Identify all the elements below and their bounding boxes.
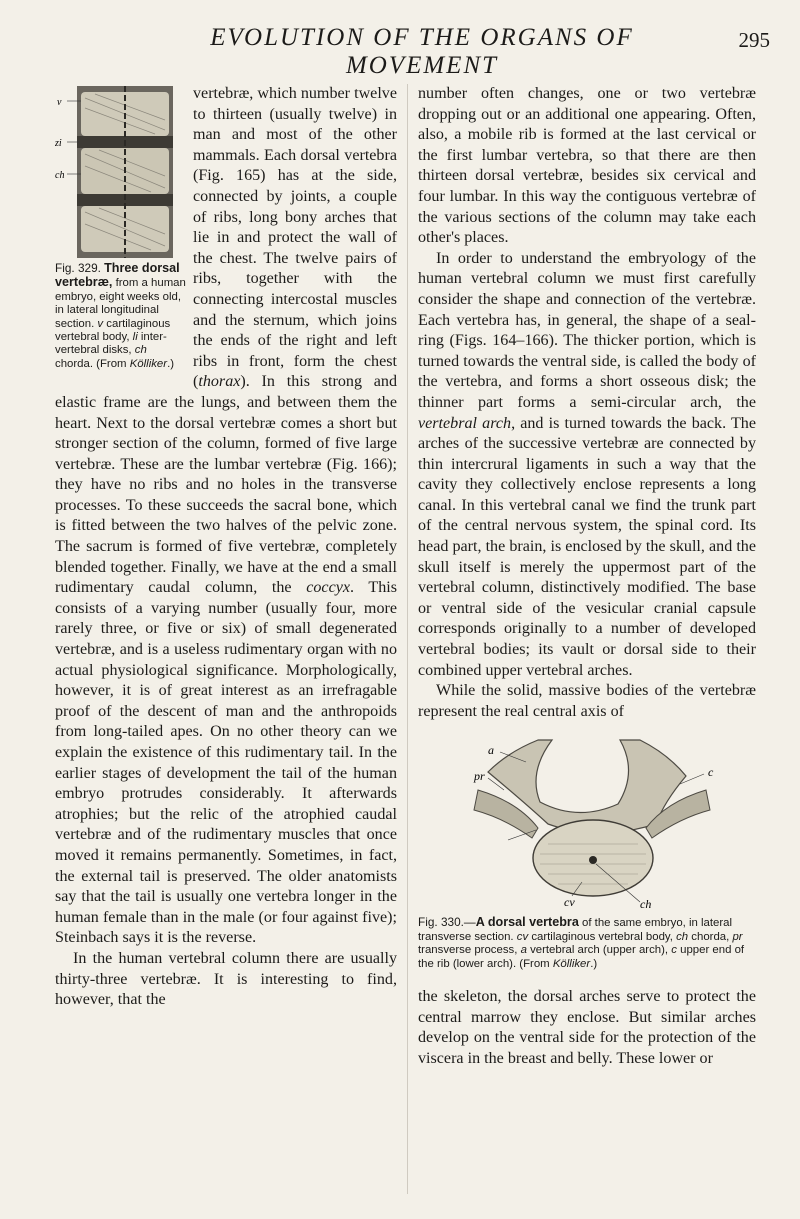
figure-329-text: chorda. (From	[55, 357, 130, 370]
body-text: ). In this strong and elastic frame are the lungs, and between them the heart. Next to the dorsal vertebræ comes a short but stronger section of the column, formed of five large vertebræ. These are the lumbar vertebræ (Fig. 166); they have no ribs and no holes in the transverse processes. To these succeeds the sacral bone, which is fitted between the two halves of the pelvic zone. The sacrum is formed of five vertebræ, completely blended together. Finally, we have at the end a small rudimentary caudal column, the	[55, 373, 397, 597]
figure-330-key-cv: cv	[516, 930, 529, 943]
figure-329-key-v: v	[97, 317, 104, 330]
figure-329-text: from a human embryo, eight weeks old, in lateral longitudinal section.	[55, 277, 186, 330]
figure-329-text: .)	[167, 357, 175, 370]
figure-330-text: upper end of the rib (lower arch). (From	[418, 944, 745, 970]
figure-329-source: Kölliker	[129, 357, 168, 370]
figure-330-title: A dorsal vertebra	[475, 915, 579, 930]
page-number: 295	[738, 28, 770, 52]
left-paragraph-2: In the human vertebral column there are usually thirty-three vertebræ. It is interesting to find, however, that the	[55, 949, 397, 1009]
right-paragraph-1: number often changes, one or two vertebræ dropping out or an additional one appearing. Often, also, a mobile rib is formed at the last cervical or the first lumbar vertebra, so that there are then thirteen dorsal vertebræ, besides six cervical and four lumbar. In this way the contiguous vertebræ of the various sections of the column may take each other's places.	[418, 85, 756, 247]
figure-329-key-ch: ch	[134, 344, 147, 357]
figure-329-text: inter-vertebral disks,	[55, 331, 167, 357]
figure-330-key-ch: ch	[676, 930, 689, 943]
figure-329-title: Three dorsal vertebræ,	[55, 261, 180, 290]
figure-330-text: transverse process,	[418, 944, 521, 957]
figure-329-illustration	[55, 84, 181, 262]
figure-329-label-ch: ch	[55, 170, 65, 181]
figure-330-key-c: c	[671, 944, 677, 957]
term-vertebral-arch: vertebral arch	[418, 414, 512, 432]
figure-329-label-v: v	[57, 97, 62, 108]
running-head: EVOLUTION OF THE ORGANS OF MOVEMENT	[210, 24, 634, 79]
term-coccyx: coccyx	[306, 579, 350, 597]
body-text: . This consists of a varying number (usually four, more rarely three, or five or six) of small degenerated vertebræ, and is a useless rudimentary organ with no actual physiological significance. Morphologically, however, it is of great interest as an irrefragable proof of the descent of man and the anthropoids from long-tailed apes. On no other theory can we explain the existence of this rudimentary tail. In the earlier stages of development the tail of the human embryo protrudes considerably. It afterwards atrophies; but the relic of the atrophied caudal vertebræ and of the rudimentary muscles that once moved it remains permanently. Sometimes, in fact, the external tail is preserved. The older anatomists say that the tail is usually one vertebra longer in the human female than in the male (or four against five); Steinbach says it is the reverse.	[55, 579, 397, 947]
term-thorax: thorax	[198, 373, 241, 391]
figure-330-label-pr: pr	[474, 769, 485, 784]
figure-330-key-pr: pr	[732, 930, 743, 943]
figure-330-label-c: c	[708, 765, 714, 780]
right-column	[418, 84, 756, 1069]
figure-330-label-ch: ch	[640, 897, 652, 911]
figure-330-caption	[418, 916, 756, 971]
figure-330-text: chorda,	[688, 930, 733, 943]
page-header	[70, 24, 770, 79]
figure-330-text: of the same embryo, in lateral transverse section.	[418, 917, 733, 943]
figure-329-key-li: li	[132, 331, 138, 344]
figure-330-label-cv: cv	[564, 895, 575, 910]
figure-329-number: Fig. 329.	[55, 261, 101, 275]
body-text: , and is turned towards the back. The arches of the successive vertebræ are connected by thin intercrural ligaments in such a way that the cavity they collectively enclose represents a long canal. In this vertebral canal we find the trunk part of the central nervous system, the spinal cord. Its head part, the brain, is enclosed by the skull, and the skull itself is merely the uppermost part of the vertebral column, distinctively modified. The base or ventral side of the vesicular cranial capsule corresponds originally to a number of developed vertebral bodies; its vault or dorsal side to their combined upper vertebral arches.	[418, 414, 756, 679]
figure-329-label-zi: zi	[55, 138, 62, 149]
body-text: vertebræ, which number twelve to thirteen (usually twelve) in man and most of the other mammals. Each dorsal vertebra (Fig. 165) has at the side, connected by joints, a couple of ribs, long bony arches that lie in and protect the wall of the chest. The twelve pairs of ribs, together with the connecting intercostal muscles and the sternum, which joins the ends of the right and left ribs in front, form the chest (	[193, 85, 397, 391]
left-column	[55, 84, 397, 1011]
figure-329-text: cartilaginous vertebral body,	[55, 317, 171, 344]
figure-330-label-a: a	[488, 743, 494, 758]
figure-329	[55, 84, 187, 371]
figure-330-illustration	[448, 732, 738, 910]
column-divider	[407, 84, 408, 1194]
figure-330-text: cartilaginous vertebral body,	[528, 930, 677, 943]
right-paragraph-3: While the solid, massive bodies of the vertebræ represent the real central axis of	[418, 682, 756, 720]
figure-330-text: vertebral arch (upper arch),	[526, 944, 672, 957]
figure-330	[448, 732, 738, 910]
figure-330-number: Fig. 330.—	[418, 915, 476, 930]
right-paragraph-2	[418, 249, 756, 681]
figure-330-key-a: a	[520, 944, 527, 957]
body-text: In order to understand the embryology of the human vertebral column we must first carefully consider the shape and connection of the vertebræ. Each vertebra has, in general, the shape of a seal-ring (Figs. 164–166). The thicker portion, which is turned towards the ventral side, is called the body of the vertebra, and forms a short osseous disk; the thinner part forms a semi-circular arch, the	[418, 249, 756, 411]
right-paragraph-4: the skeleton, the dorsal arches serve to protect the central marrow they enclose. But similar arches develop on the ventral side for the protection of the viscera in the breast and belly. These lower or	[418, 988, 756, 1067]
figure-329-caption	[55, 262, 187, 371]
figure-330-source: Kölliker	[552, 957, 591, 970]
figure-330-text: .)	[590, 957, 598, 970]
